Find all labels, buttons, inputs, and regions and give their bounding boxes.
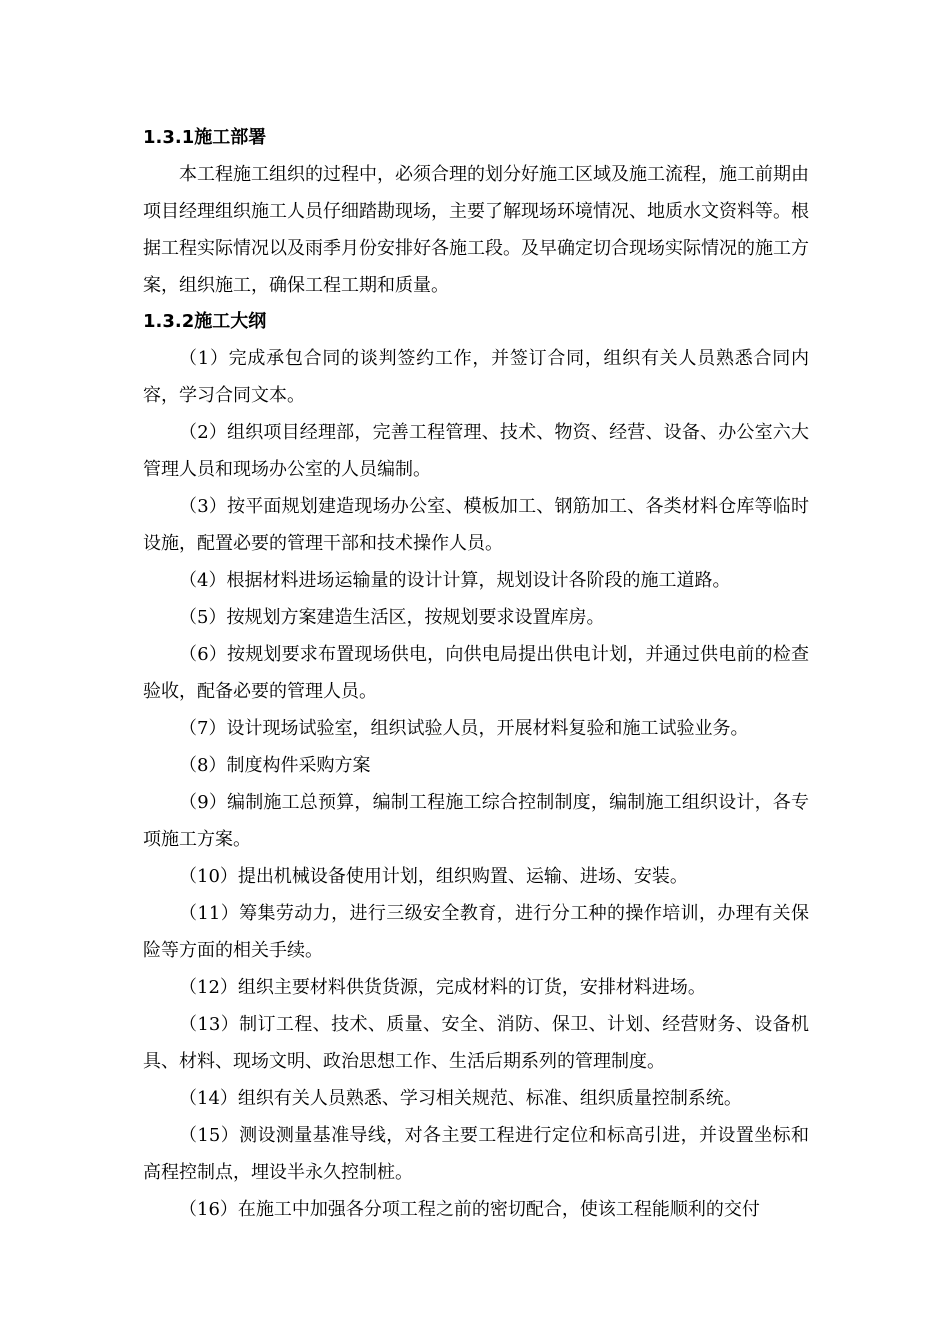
outline-item-16: （16）在施工中加强各分项工程之前的密切配合，使该工程能顺利的交付 [179, 1199, 760, 1220]
outline-item-9: （9）编制施工总预算，编制工程施工综合控制制度，编制施工组织设计，各专项施工方案。 [143, 792, 809, 850]
outline-item-3: （3）按平面规划建造现场办公室、模板加工、钢筋加工、各类材料仓库等临时设施，配置必要的管理干部和技术操作人员。 [143, 496, 809, 554]
outline-item-11: （11）筹集劳动力，进行三级安全教育，进行分工种的操作培训，办理有关保险等方面的相关手续。 [143, 903, 809, 961]
outline-item-14: （14）组织有关人员熟悉、学习相关规范、标准、组织质量控制系统。 [179, 1088, 742, 1109]
outline-item-5: （5）按规划方案建造生活区，按规划要求设置库房。 [179, 607, 605, 628]
outline-item-2: （2）组织项目经理部，完善工程管理、技术、物资、经营、设备、办公室六大管理人员和现场办公室的人员编制。 [143, 422, 809, 480]
document-page [143, 120, 809, 1228]
section-heading-deployment: 1.3.1施工部署 [143, 127, 267, 148]
outline-item-7: （7）设计现场试验室，组织试验人员，开展材料复验和施工试验业务。 [179, 718, 749, 739]
deployment-paragraph: 本工程施工组织的过程中，必须合理的划分好施工区域及施工流程，施工前期由项目经理组织施工人员仔细踏勘现场，主要了解现场环境情况、地质水文资料等。根据工程实际情况以及雨季月份安排好各施工段。及早确定切合现场实际情况的施工方案，组织施工，确保工程工期和质量。 [143, 164, 809, 296]
section-heading-outline: 1.3.2施工大纲 [143, 311, 267, 332]
outline-item-15: （15）测设测量基准导线，对各主要工程进行定位和标高引进，并设置坐标和高程控制点，埋设半永久控制桩。 [143, 1125, 809, 1183]
outline-item-13: （13）制订工程、技术、质量、安全、消防、保卫、计划、经营财务、设备机具、材料、现场文明、政治思想工作、生活后期系列的管理制度。 [143, 1014, 809, 1072]
outline-item-8: （8）制度构件采购方案 [179, 755, 371, 776]
outline-item-1: （1）完成承包合同的谈判签约工作，并签订合同，组织有关人员熟悉合同内容，学习合同文本。 [143, 348, 809, 406]
outline-item-10: （10）提出机械设备使用计划，组织购置、运输、进场、安装。 [179, 866, 688, 887]
outline-item-4: （4）根据材料进场运输量的设计计算，规划设计各阶段的施工道路。 [179, 570, 731, 591]
outline-item-12: （12）组织主要材料供货货源，完成材料的订货，安排材料进场。 [179, 977, 706, 998]
outline-item-6: （6）按规划要求布置现场供电，向供电局提出供电计划，并通过供电前的检查验收，配备必要的管理人员。 [143, 644, 809, 702]
